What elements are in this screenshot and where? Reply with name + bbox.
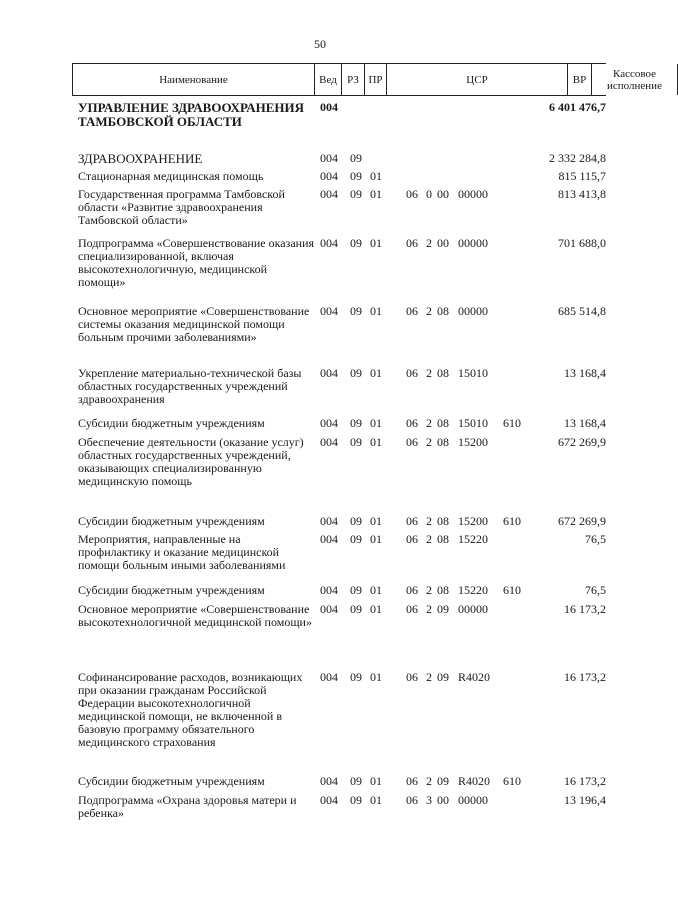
row-csr-event: 08 [437,583,449,597]
row-name: Мероприятия, направленные на профилактику и оказание медицинской помощи больным иными заболеваниями [78,532,286,572]
table-header [72,63,662,96]
row-sum: 672 269,9 [558,435,606,449]
row-sum: 6 401 476,7 [549,100,606,114]
row-pr: 01 [370,670,382,684]
row-ved: 004 [320,304,338,318]
row-pr: 01 [370,187,382,201]
row-name: Государственная программа Тамбовской области «Развитие здравоохранения Тамбовской области» [78,187,285,227]
row-csr-direction: 00000 [458,236,488,250]
header-rz: РЗ [341,64,364,95]
row-csr-event: 08 [437,304,449,318]
row-csr-direction: 15220 [458,532,488,546]
row-csr-direction: 15220 [458,583,488,597]
row-sum: 16 173,2 [564,602,606,616]
row-csr-direction: 15010 [458,366,488,380]
row-ved: 004 [320,100,338,114]
header-name: Наименование [72,64,314,95]
row-name: Укрепление материально-технической базы областных государственных учреждений здравоохранения [78,366,302,406]
row-pr: 01 [370,169,382,183]
row-csr-program: 06 [406,187,418,201]
row-csr-program: 06 [406,236,418,250]
row-name: Стационарная медицинская помощь [78,169,264,183]
row-ved: 004 [320,169,338,183]
row-name: Подпрограмма «Совершенствование оказания специализированной, включая высокотехнологичную, медицинской помощи» [78,236,315,289]
row-csr-program: 06 [406,793,418,807]
row-csr-program: 06 [406,532,418,546]
row-csr-program: 06 [406,416,418,430]
row-rz: 09 [350,435,362,449]
row-name: Субсидии бюджетным учреждениям [78,774,265,788]
row-pr: 01 [370,602,382,616]
row-rz: 09 [350,187,362,201]
row-csr-direction: 15200 [458,435,488,449]
row-sum: 2 332 284,8 [549,151,606,165]
row-name: Обеспечение деятельности (оказание услуг) областных государственных учреждений, оказывающих специализированную медицинскую помощь [78,435,304,488]
row-csr-direction: 00000 [458,602,488,616]
row-pr: 01 [370,416,382,430]
row-vr: 610 [503,416,521,430]
row-csr-program: 06 [406,583,418,597]
row-ved: 004 [320,583,338,597]
row-pr: 01 [370,793,382,807]
row-pr: 01 [370,236,382,250]
row-vr: 610 [503,583,521,597]
row-name: Основное мероприятие «Совершенствование системы оказания медицинской помощи больным прочими заболеваниями» [78,304,310,344]
row-rz: 09 [350,304,362,318]
row-name: УПРАВЛЕНИЕ ЗДРАВООХРАНЕНИЯ ТАМБОВСКОЙ ОБЛАСТИ [78,100,305,129]
row-csr-event: 00 [437,236,449,250]
row-rz: 09 [350,793,362,807]
row-rz: 09 [350,532,362,546]
row-pr: 01 [370,583,382,597]
row-sum: 13 196,4 [564,793,606,807]
row-rz: 09 [350,366,362,380]
row-ved: 004 [320,514,338,528]
row-csr-subprogram: 2 [426,514,432,528]
row-vr: 610 [503,514,521,528]
row-ved: 004 [320,366,338,380]
header-ved: Вед [314,64,341,95]
row-name: Субсидии бюджетным учреждениям [78,583,265,597]
row-csr-subprogram: 2 [426,670,432,684]
row-sum: 76,5 [585,583,606,597]
row-csr-event: 08 [437,416,449,430]
row-rz: 09 [350,670,362,684]
row-csr-direction: R4020 [458,774,491,788]
row-ved: 004 [320,602,338,616]
row-name: ЗДРАВООХРАНЕНИЕ [78,151,203,166]
row-ved: 004 [320,435,338,449]
row-csr-event: 09 [437,774,449,788]
row-csr-subprogram: 2 [426,602,432,616]
header-sum: Кассовое исполнение [591,64,678,95]
row-pr: 01 [370,366,382,380]
row-csr-subprogram: 2 [426,435,432,449]
row-csr-subprogram: 2 [426,774,432,788]
row-sum: 16 173,2 [564,670,606,684]
row-csr-program: 06 [406,366,418,380]
row-sum: 16 173,2 [564,774,606,788]
row-csr-program: 06 [406,670,418,684]
row-sum: 13 168,4 [564,416,606,430]
row-csr-subprogram: 2 [426,366,432,380]
page-number: 50 [314,37,326,51]
header-pr: ПР [364,64,386,95]
row-name: Субсидии бюджетным учреждениям [78,416,265,430]
row-rz: 09 [350,602,362,616]
row-rz: 09 [350,236,362,250]
row-name: Подпрограмма «Охрана здоровья матери и ребенка» [78,793,297,820]
row-sum: 701 688,0 [558,236,606,250]
row-rz: 09 [350,583,362,597]
row-pr: 01 [370,514,382,528]
row-csr-program: 06 [406,774,418,788]
row-csr-subprogram: 2 [426,304,432,318]
row-csr-program: 06 [406,435,418,449]
row-csr-event: 08 [437,532,449,546]
row-ved: 004 [320,236,338,250]
row-name: Софинансирование расходов, возникающих при оказании гражданам Российской Федерации высокотехнологичной медицинской помощи, не включенной в базовую программу обязательного медицинского страхования [78,670,303,749]
row-ved: 004 [320,774,338,788]
row-pr: 01 [370,304,382,318]
row-pr: 01 [370,435,382,449]
row-vr: 610 [503,774,521,788]
row-pr: 01 [370,774,382,788]
row-csr-subprogram: 2 [426,416,432,430]
row-csr-event: 09 [437,670,449,684]
row-csr-direction: 00000 [458,187,488,201]
row-sum: 13 168,4 [564,366,606,380]
row-csr-event: 09 [437,602,449,616]
row-csr-event: 08 [437,514,449,528]
row-csr-direction: 15010 [458,416,488,430]
row-csr-subprogram: 3 [426,793,432,807]
row-csr-program: 06 [406,514,418,528]
row-ved: 004 [320,532,338,546]
row-csr-direction: 00000 [458,793,488,807]
row-sum: 813 413,8 [558,187,606,201]
row-csr-direction: 00000 [458,304,488,318]
row-sum: 685 514,8 [558,304,606,318]
row-csr-event: 00 [437,793,449,807]
row-csr-program: 06 [406,304,418,318]
row-csr-direction: 15200 [458,514,488,528]
row-csr-subprogram: 0 [426,187,432,201]
row-csr-program: 06 [406,602,418,616]
row-rz: 09 [350,514,362,528]
header-csr: ЦСР [386,64,567,95]
row-rz: 09 [350,774,362,788]
row-ved: 004 [320,416,338,430]
row-csr-event: 00 [437,187,449,201]
row-csr-event: 08 [437,435,449,449]
row-ved: 004 [320,187,338,201]
row-name: Субсидии бюджетным учреждениям [78,514,265,528]
row-csr-direction: R4020 [458,670,491,684]
row-sum: 76,5 [585,532,606,546]
row-csr-event: 08 [437,366,449,380]
row-csr-subprogram: 2 [426,236,432,250]
row-ved: 004 [320,793,338,807]
row-ved: 004 [320,151,338,165]
row-rz: 09 [350,151,362,165]
row-rz: 09 [350,169,362,183]
row-name: Основное мероприятие «Совершенствование высокотехнологичной медицинской помощи» [78,602,312,629]
row-rz: 09 [350,416,362,430]
row-csr-subprogram: 2 [426,583,432,597]
row-pr: 01 [370,532,382,546]
row-sum: 815 115,7 [558,169,606,183]
header-vr: ВР [567,64,591,95]
row-ved: 004 [320,670,338,684]
row-csr-subprogram: 2 [426,532,432,546]
row-sum: 672 269,9 [558,514,606,528]
